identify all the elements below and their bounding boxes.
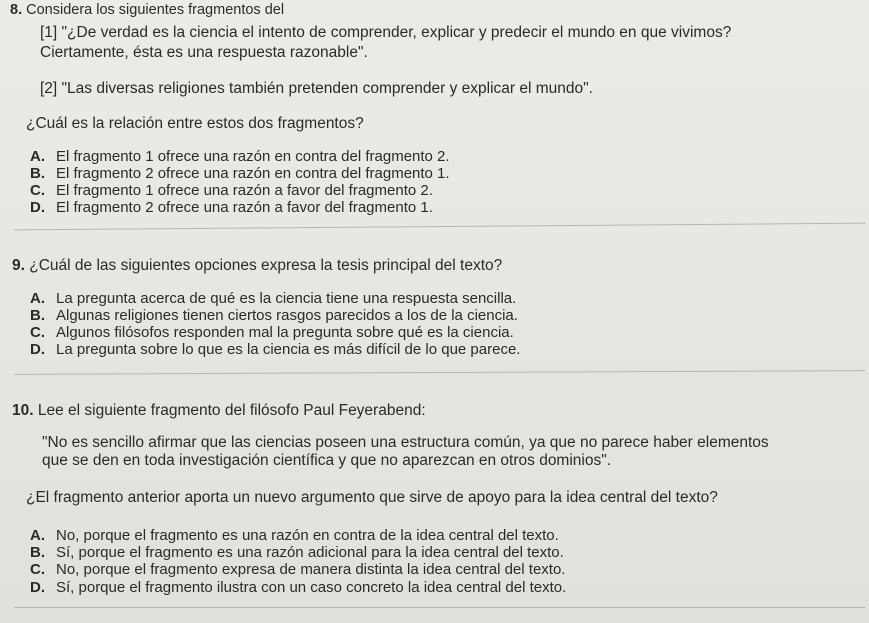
option-text: La pregunta sobre lo que es la ciencia es más difícil de lo que parece. [56,341,521,358]
divider [14,370,865,375]
q8-option-b[interactable] [30,166,450,182]
q10-option-d[interactable] [30,580,566,596]
option-letter: D. [30,341,45,358]
option-text: El fragmento 2 ofrece una razón a favor del fragmento 1. [56,199,433,216]
option-text: El fragmento 2 ofrece una razón en contra del fragmento 1. [56,165,450,182]
option-letter: B. [30,544,45,561]
q8-option-a[interactable] [30,149,450,165]
q10-option-b[interactable] [30,545,564,561]
option-text: Algunas religiones tienen ciertos rasgos parecidos a los de la ciencia. [56,307,518,324]
q9-option-c[interactable] [30,325,514,341]
q8-option-d[interactable] [30,200,433,216]
option-text: El fragmento 1 ofrece una razón en contra del fragmento 2. [56,148,450,165]
option-letter: A. [30,527,45,544]
divider [14,223,865,231]
q10-header [12,402,426,419]
q9-header [12,257,502,274]
option-letter: D. [30,579,45,596]
option-text: No, porque el fragmento expresa de manera distinta la idea central del texto. [56,561,566,578]
q9-option-b[interactable] [30,308,518,324]
option-letter: C. [30,324,45,341]
q9-question: ¿Cuál de las siguientes opciones expresa la tesis principal del texto? [29,257,503,274]
option-text: Algunos filósofos responden mal la pregunta sobre qué es la ciencia. [56,324,514,341]
q8-number: 8. [10,2,23,18]
q8-fragment-1-line-1: [1] "¿De verdad es la ciencia el intento de comprender, explicar y predecir el mundo en que vivimos? [40,24,732,41]
option-text: No, porque el fragmento es una razón en contra de la idea central del texto. [56,527,559,544]
q8-option-c[interactable] [30,183,433,199]
option-letter: C. [30,561,45,578]
q9-option-d[interactable] [30,342,520,358]
q10-question: ¿El fragmento anterior aporta un nuevo argumento que sirve de apoyo para la idea central del texto? [26,489,718,506]
option-letter: C. [30,182,45,199]
q10-option-c[interactable] [30,562,565,578]
option-letter: B. [30,165,45,182]
q9-number: 9. [12,257,25,274]
option-text: La pregunta acerca de qué es la ciencia tiene una respuesta sencilla. [56,290,517,307]
q10-number: 10. [12,402,34,419]
q10-quote-line-1: "No es sencillo afirmar que las ciencias poseen una estructura común, ya que no parece haber elementos [42,434,769,451]
q10-intro: Lee el siguiente fragmento del filósofo Paul Feyerabend: [37,402,426,419]
option-text: Sí, porque el fragmento es una razón adicional para la idea central del texto. [56,544,564,561]
option-letter: A. [30,148,45,165]
q10-option-a[interactable] [30,528,559,544]
q8-fragment-1-line-2: Ciertamente, ésta es una respuesta razonable". [40,44,368,61]
divider [14,607,865,608]
q8-header [10,2,284,19]
q10-quote-line-2: que se den en toda investigación científica y que no aparezcan en otros dominios". [42,452,612,469]
option-letter: B. [30,307,45,324]
q8-intro: Considera los siguientes fragmentos del [26,2,285,18]
option-letter: A. [30,290,45,307]
option-text: El fragmento 1 ofrece una razón a favor del fragmento 2. [56,182,433,199]
option-text: Sí, porque el fragmento ilustra con un caso concreto la idea central del texto. [56,579,567,596]
q8-question: ¿Cuál es la relación entre estos dos fragmentos? [26,115,364,132]
q9-option-a[interactable] [30,291,516,307]
option-letter: D. [30,199,45,216]
q8-fragment-2: [2] "Las diversas religiones también pretenden comprender y explicar el mundo". [40,80,593,97]
